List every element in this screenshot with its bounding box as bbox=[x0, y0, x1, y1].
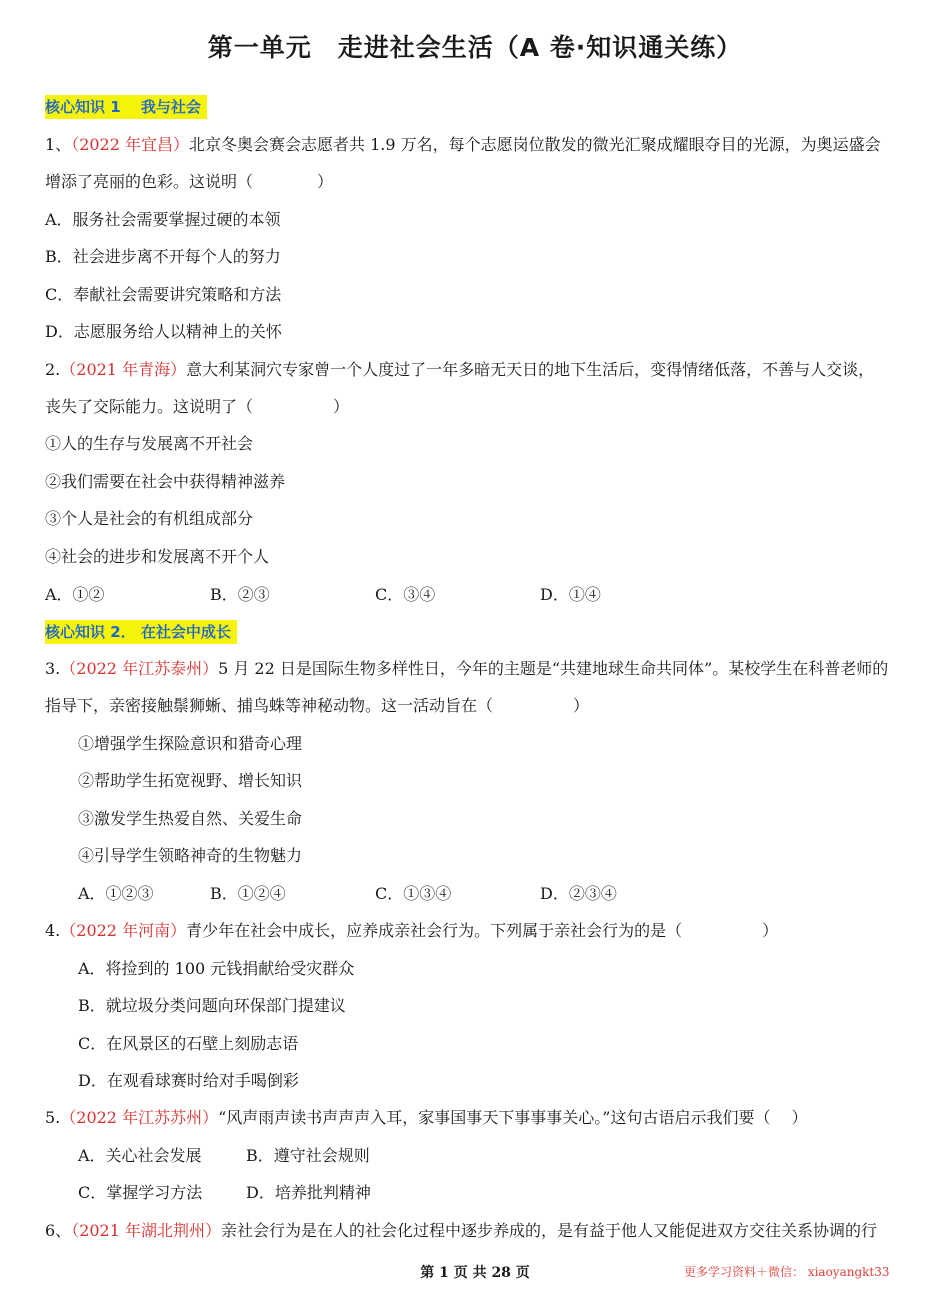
watermark: 更多学习资料＋微信： xiaoyangkt33 bbox=[684, 1265, 890, 1279]
option-d: D．培养批判精神 bbox=[246, 1183, 371, 1202]
statement-3: ③个人是社会的有机组成部分 bbox=[45, 509, 254, 528]
options-row-2 bbox=[78, 1182, 371, 1204]
option-d: D．志愿服务给人以精神上的关怀 bbox=[45, 322, 282, 341]
question-5-line-1: 5.（2022 年江苏苏州）“风声雨声读书声声声入耳，家事国事天下事事事关心。”这句古语启示我们要（ ） bbox=[45, 1108, 808, 1127]
section-heading-2 bbox=[45, 621, 237, 643]
statement-3: ③激发学生热爱自然、关爱生命 bbox=[78, 809, 303, 828]
option-a: A．关心社会发展 bbox=[78, 1146, 202, 1165]
page-title: 第一单元 走进社会生活（A 卷·知识通关练） bbox=[207, 33, 743, 62]
option-c: C．③④ bbox=[375, 585, 436, 604]
option-c: C．在风景区的石壁上刻励志语 bbox=[78, 1034, 299, 1053]
options-row bbox=[78, 883, 617, 905]
option-b: B．社会进步离不开每个人的努力 bbox=[45, 247, 281, 266]
question-3-line-1: 3.（2022 年江苏泰州）5 月 22 日是国际生物多样性日，今年的主题是“共建地球生命共同体”。某校学生在科普老师的 bbox=[45, 659, 889, 678]
question-4-line-1: 4.（2022 年河南）青少年在社会中成长，应养成亲社会行为。下列属于亲社会行为的是（ ） bbox=[45, 921, 779, 940]
option-b: B．②③ bbox=[210, 585, 270, 604]
option-d: D．在观看球赛时给对手喝倒彩 bbox=[78, 1071, 299, 1090]
option-a: A．服务社会需要掌握过硬的本领 bbox=[45, 210, 281, 229]
statement-2: ②我们需要在社会中获得精神滋养 bbox=[45, 472, 286, 491]
question-1-line-2: 增添了亮丽的色彩。这说明（ ） bbox=[45, 172, 334, 191]
question-source: （2022 年江苏苏州） bbox=[60, 1108, 219, 1127]
options-row-1 bbox=[78, 1145, 370, 1167]
option-d: D．①④ bbox=[540, 585, 601, 604]
option-b: B．①②④ bbox=[210, 884, 286, 903]
section-label: 核心知识 2． 在社会中成长 bbox=[45, 620, 237, 644]
option-c: C．掌握学习方法 bbox=[78, 1183, 203, 1202]
question-source: （2021 年青海） bbox=[60, 360, 187, 379]
statement-1: ①人的生存与发展离不开社会 bbox=[45, 434, 254, 453]
option-c: C．奉献社会需要讲究策略和方法 bbox=[45, 285, 282, 304]
option-b: B．就垃圾分类问题向环保部门提建议 bbox=[78, 996, 346, 1015]
statement-4: ④社会的进步和发展离不开个人 bbox=[45, 547, 270, 566]
question-2-line-2: 丧失了交际能力。这说明了（ ） bbox=[45, 397, 350, 416]
option-c: C．①③④ bbox=[375, 884, 452, 903]
page-footer: 第 1 页 共 28 页 bbox=[420, 1265, 530, 1281]
section-label: 核心知识 1 我与社会 bbox=[45, 95, 207, 119]
statement-1: ①增强学生探险意识和猎奇心理 bbox=[78, 734, 303, 753]
option-a: A．将捡到的 100 元钱捐献给受灾群众 bbox=[78, 959, 355, 978]
options-row bbox=[45, 584, 601, 606]
question-2-line-1: 2.（2021 年青海）意大利某洞穴专家曾一个人度过了一年多暗无天日的地下生活后，变得情绪低落，不善与人交谈， bbox=[45, 360, 875, 379]
statement-4: ④引导学生领略神奇的生物魅力 bbox=[78, 846, 303, 865]
question-source: （2022 年江苏泰州） bbox=[60, 659, 219, 678]
statement-2: ②帮助学生拓宽视野、增长知识 bbox=[78, 771, 303, 790]
question-6-line-1: 6、（2021 年湖北荆州）亲社会行为是在人的社会化过程中逐步养成的，是有益于他人又能促进双方交往关系协调的行 bbox=[45, 1221, 878, 1240]
question-3-line-2: 指导下，亲密接触鬃狮蜥、捕鸟蛛等神秘动物。这一活动旨在（ ） bbox=[45, 696, 590, 715]
option-a: A．①②③ bbox=[78, 884, 154, 903]
question-source: （2022 年河南） bbox=[60, 921, 187, 940]
question-1-line-1: 1、（2022 年宜昌）北京冬奥会赛会志愿者共 1.9 万名，每个志愿岗位散发的微光汇聚成耀眼夺目的光源，为奥运盛会 bbox=[45, 135, 881, 154]
option-d: D．②③④ bbox=[540, 884, 617, 903]
option-b: B．遵守社会规则 bbox=[246, 1146, 370, 1165]
question-source: （2021 年湖北荆州） bbox=[71, 1221, 221, 1240]
option-a: A．①② bbox=[45, 585, 105, 604]
question-source: （2022 年宜昌） bbox=[71, 135, 189, 154]
section-heading-1 bbox=[45, 96, 207, 118]
